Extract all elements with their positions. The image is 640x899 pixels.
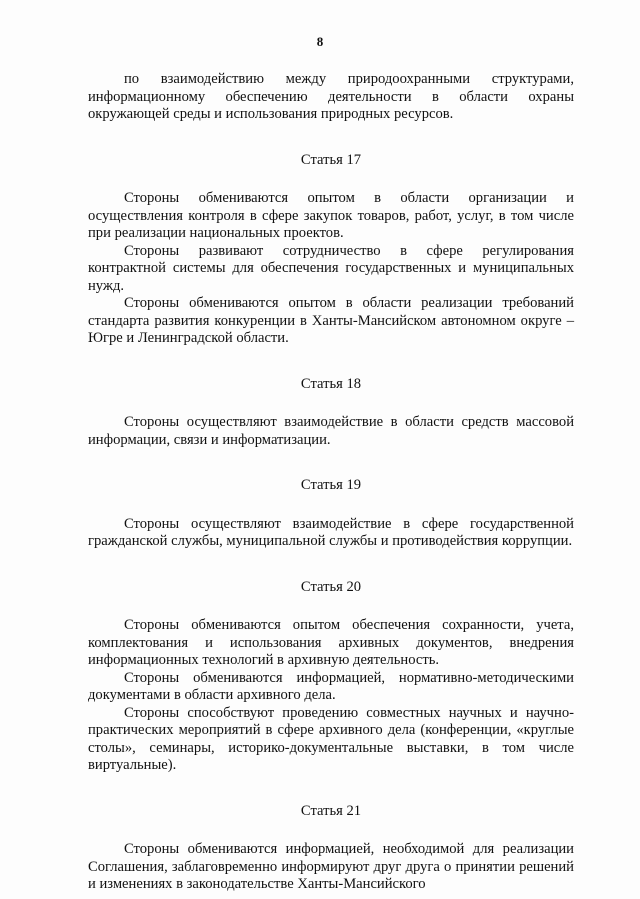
document-body bbox=[88, 71, 574, 894]
article-20-title: Статья 20 bbox=[300, 578, 362, 595]
intro-paragraph: по взаимодействию между природоохранными структурами, информационному обеспечению деятельности в области охраны окружающей среды и использования природных ресурсов. bbox=[88, 71, 574, 122]
article-19-title: Статья 19 bbox=[300, 477, 362, 493]
article-17-paragraph-1: Стороны обмениваются опытом в области организации и осуществления контроля в сфере закупок товаров, работ, услуг, в том числе при реализации национальных проектов. bbox=[88, 190, 574, 241]
article-18-title: Статья 18 bbox=[300, 375, 362, 392]
article-21-paragraph-1: Стороны обмениваются информацией, необходимой для реализации Соглашения, заблаговременно информируют друг друга о принятии решений и изменениях в законодательстве Ханты-Мансийского bbox=[88, 841, 574, 892]
article-18-paragraph-1: Стороны осуществляют взаимодействие в области средств массовой информации, связи и информатизации. bbox=[88, 414, 574, 448]
article-21-title: Статья 21 bbox=[300, 802, 362, 819]
article-17-paragraph-3: Стороны обмениваются опытом в области реализации требований стандарта развития конкуренции в Ханты-Мансийском автономном округе – Югре и Ленинградской области. bbox=[88, 295, 574, 346]
article-19-paragraph-1: Стороны осуществляют взаимодействие в сфере государственной гражданской службы, муниципальной службы и противодействия коррупции. bbox=[88, 515, 574, 549]
article-20-paragraph-1: Стороны обмениваются опытом обеспечения сохранности, учета, комплектования и использования архивных документов, внедрения информационных технологий в архивную деятельность. bbox=[88, 617, 574, 668]
page-number: 8 bbox=[316, 34, 324, 49]
article-17-paragraph-2: Стороны развивают сотрудничество в сфере регулирования контрактной системы для обеспечения государственных и муниципальных нужд. bbox=[88, 242, 574, 294]
article-17-title: Статья 17 bbox=[300, 151, 362, 168]
article-20-paragraph-3: Стороны способствуют проведению совместных научных и научно-практических мероприятий в сфере архивного дела (конференции, «круглые столы», семинары, историко-документальные выставки, в том числе виртуальные). bbox=[88, 704, 574, 773]
article-20-paragraph-2: Стороны обмениваются информацией, нормативно-методическими документами в области архивного дела. bbox=[88, 669, 574, 703]
